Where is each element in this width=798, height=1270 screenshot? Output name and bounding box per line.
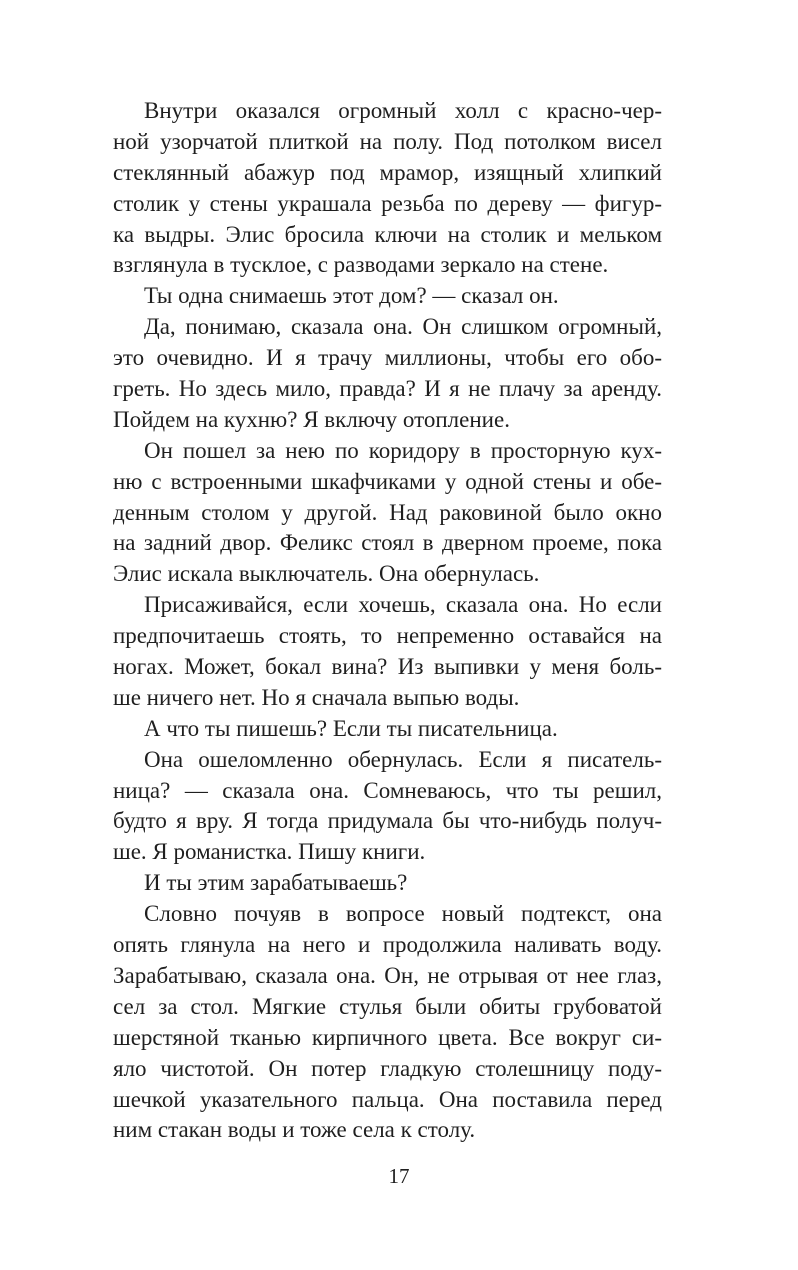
paragraph bbox=[113, 436, 662, 590]
text-line: на задний двор. Феликс стоял в дверном проеме, пока bbox=[113, 530, 662, 556]
text-line: денным столом у другой. Над раковиной было окно bbox=[113, 499, 662, 525]
text-line: столик у стены украшала резьба по дереву — фигур- bbox=[113, 190, 662, 216]
text-line: А что ты пишешь? Если ты писательница. bbox=[144, 715, 558, 741]
page-number: 17 bbox=[388, 1164, 410, 1188]
text-line: шечкой указательного пальца. Она поставила перед bbox=[113, 1086, 662, 1112]
text-line: греть. Но здесь мило, правда? И я не плачу за аренду. bbox=[113, 376, 662, 402]
text-line: шерстяной тканью кирпичного цвета. Все вокруг си- bbox=[113, 1024, 662, 1050]
text-line: ка выдры. Элис бросила ключи на столик и мельком bbox=[113, 221, 662, 247]
text-line: Да, понимаю, сказала она. Он слишком огромный, bbox=[144, 314, 662, 340]
text-line: ше ничего нет. Но я сначала выпью воды. bbox=[113, 684, 520, 710]
text-line: будто я вру. Я тогда придумала бы что-нибудь получ- bbox=[113, 808, 662, 834]
body-text bbox=[113, 96, 662, 1146]
paragraph bbox=[113, 868, 662, 899]
text-line: взглянула в тусклое, с разводами зеркало на стене. bbox=[113, 252, 609, 278]
paragraph bbox=[113, 590, 662, 714]
text-line: Зарабатываю, сказала она. Он, не отрывая от нее глаз, bbox=[113, 962, 662, 988]
paragraph bbox=[113, 745, 662, 869]
text-line: яло чистотой. Он потер гладкую столешницу поду- bbox=[113, 1055, 662, 1081]
text-line: ним стакан воды и тоже села к столу. bbox=[113, 1117, 476, 1143]
text-line: Он пошел за нею по коридору в просторную кух- bbox=[144, 437, 662, 463]
text-line: опять глянула на него и продолжила наливать воду. bbox=[113, 932, 662, 958]
text-line: Пойдем на кухню? Я включу отопление. bbox=[113, 406, 510, 432]
paragraph bbox=[113, 96, 662, 281]
text-line: И ты этим зарабатываешь? bbox=[144, 870, 408, 896]
text-line: Она ошеломленно обернулась. Если я писатель- bbox=[144, 746, 662, 772]
paragraph bbox=[113, 281, 662, 312]
text-line: Словно почуяв в вопросе новый подтекст, она bbox=[144, 901, 662, 927]
text-line: ше. Я романистка. Пишу книги. bbox=[113, 839, 426, 865]
paragraph bbox=[113, 714, 662, 745]
paragraph bbox=[113, 312, 662, 436]
text-line: это очевидно. И я трачу миллионы, чтобы его обо- bbox=[113, 345, 662, 371]
text-line: ню с встроенными шкафчиками у одной стены и обе- bbox=[113, 468, 662, 494]
text-line: стеклянный абажур под мрамор, изящный хлипкий bbox=[113, 159, 662, 185]
text-line: Элис искала выключатель. Она обернулась. bbox=[113, 561, 540, 587]
text-line: ница? — сказала она. Сомневаюсь, что ты решил, bbox=[113, 777, 662, 803]
text-line: Внутри оказался огромный холл с красно-чер- bbox=[144, 98, 662, 123]
paragraph bbox=[113, 899, 662, 1146]
text-line: сел за стол. Мягкие стулья были обиты грубоватой bbox=[113, 993, 662, 1019]
text-line: Ты одна снимаешь этот дом? — сказал он. bbox=[144, 283, 559, 309]
text-line: предпочитаешь стоять, то непременно оставайся на bbox=[113, 623, 662, 649]
text-line: ногах. Может, бокал вина? Из выпивки у меня боль- bbox=[113, 654, 662, 680]
text-line: Присаживайся, если хочешь, сказала она. Но если bbox=[144, 592, 662, 618]
text-line: ной узорчатой плиткой на полу. Под потолком висел bbox=[113, 128, 662, 154]
